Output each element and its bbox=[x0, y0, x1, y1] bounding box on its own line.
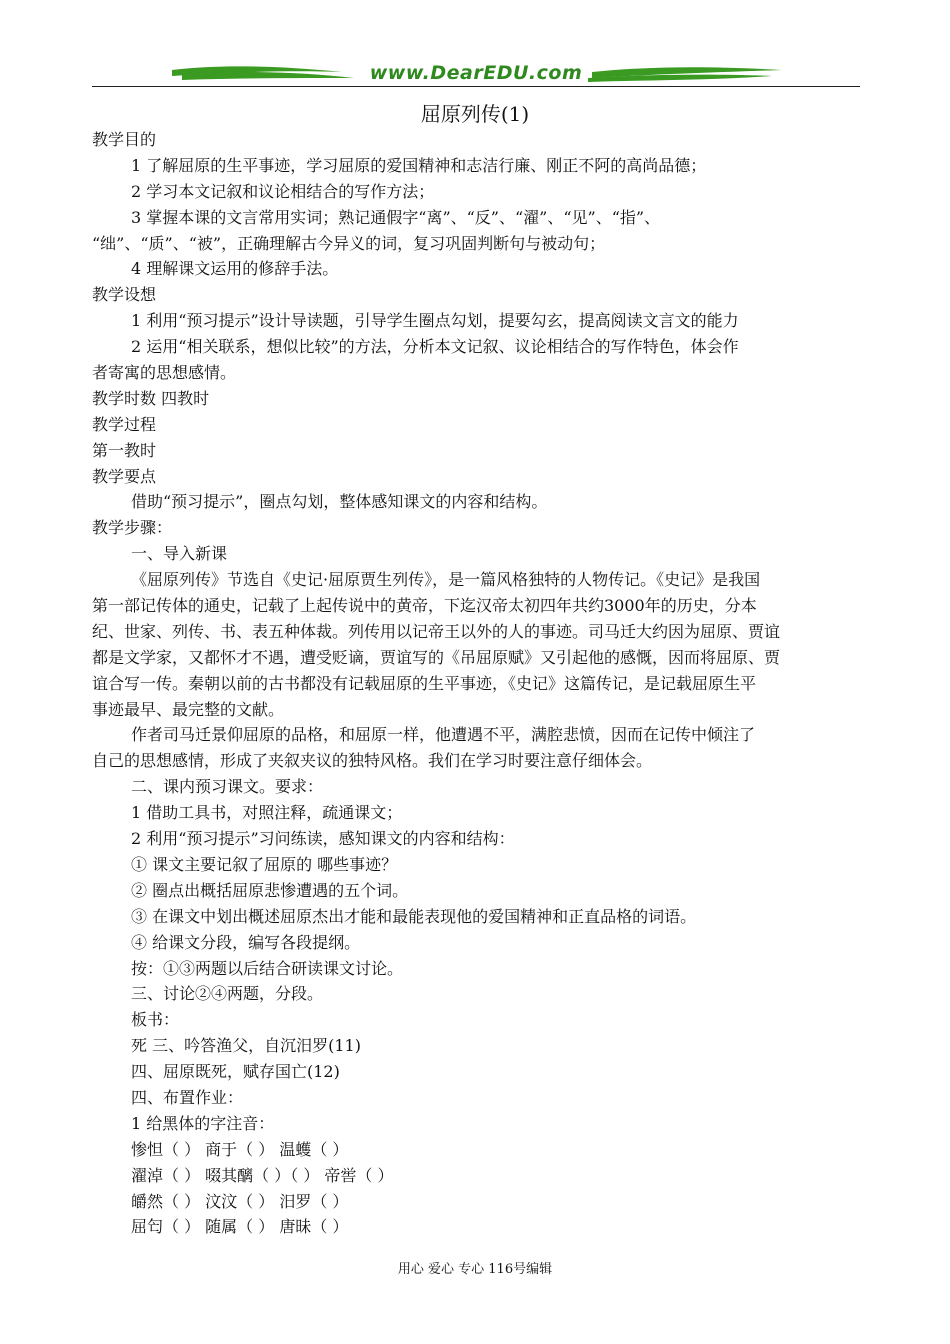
text-line: 三、讨论②④两题，分段。 bbox=[131, 984, 324, 1004]
text-line: “绌”、“质”、“被”，正确理解古今异义的词，复习巩固判断句与被动句； bbox=[92, 233, 606, 253]
text-line: ③ 在课文中划出概述屈原杰出才能和最能表现他的爱国精神和正直品格的词语。 bbox=[131, 906, 697, 926]
text-line: ① 课文主要记叙了屈原的 哪些事迹？ bbox=[131, 854, 398, 874]
document-title: 屈原列传(1) bbox=[420, 102, 530, 126]
text-line: 事迹最早、最完整的文献。 bbox=[92, 699, 285, 719]
text-line: 按：①③两题以后结合研读课文讨论。 bbox=[131, 958, 404, 978]
text-line: 1 了解屈原的生平事迹，学习屈原的爱国精神和志洁行廉、刚正不阿的高尚品德； bbox=[131, 155, 707, 175]
text-line: 四、屈原既死，赋存国亡(12) bbox=[131, 1062, 340, 1082]
text-line: 屈匄（ ） 随属（ ） 唐昧（ ） bbox=[131, 1217, 349, 1237]
text-line: 1 利用“预习提示”设计导读题，引导学生圈点勾划，提要勾玄，提高阅读文言文的能力 bbox=[131, 311, 739, 331]
text-line: 自己的思想感情，形成了夹叙夹议的独特风格。我们在学习时要注意仔细体会。 bbox=[92, 751, 653, 771]
text-line: 一、导入新课 bbox=[131, 544, 228, 564]
text-line: 《屈原列传》节选自《史记·屈原贾生列传》，是一篇风格独特的人物传记。《史记》是我国 bbox=[131, 570, 761, 590]
text-line: 教学步骤： bbox=[92, 518, 173, 538]
text-line: 四、布置作业： bbox=[131, 1087, 244, 1107]
text-line: 借助“预习提示”，圈点勾划，整体感知课文的内容和结构。 bbox=[131, 492, 548, 512]
text-line: 教学要点 bbox=[92, 466, 157, 486]
text-line: 皭然（ ） 汶汶（ ） 汨罗（ ） bbox=[131, 1191, 349, 1211]
text-line: 者寄寓的思想感情。 bbox=[92, 363, 237, 383]
text-line: 第一教时 bbox=[92, 440, 157, 460]
text-line: 2 学习本文记叙和议论相结合的写作方法； bbox=[131, 181, 435, 201]
document-body bbox=[92, 127, 860, 1240]
text-line: 1 借助工具书，对照注释，疏通课文； bbox=[131, 803, 403, 823]
text-line: 二、课内预习课文。要求： bbox=[131, 777, 324, 797]
text-line: 2 利用“预习提示”习问练读，感知课文的内容和结构： bbox=[131, 829, 515, 849]
text-line: 谊合写一传。秦朝以前的古书都没有记载屈原的生平事迹，《史记》这篇传记，是记载屈原生平 bbox=[92, 673, 757, 693]
text-line: 教学时数 四教时 bbox=[92, 388, 210, 408]
text-line: 教学过程 bbox=[92, 414, 157, 434]
text-line: ④ 给课文分段，编写各段提纲。 bbox=[131, 932, 361, 952]
text-line: 惨怛（ ） 商于（ ） 温蠖（ ） bbox=[131, 1139, 349, 1159]
text-line: 板书： bbox=[131, 1010, 180, 1030]
page-footer: 用心 爱心 专心 116号编辑 bbox=[397, 1262, 553, 1277]
text-line: 都是文学家，又都怀才不遇，遭受贬谪，贾谊写的《吊屈原赋》又引起他的感慨，因而将屈原、贾 bbox=[92, 647, 781, 667]
text-line: 纪、世家、列传、书、表五种体裁。列传用以记帝王以外的人的事迹。司马迁大约因为屈原、贾谊 bbox=[92, 621, 781, 641]
text-line: 作者司马迁景仰屈原的品格，和屈原一样，他遭遇不平，满腔悲愤，因而在记传中倾注了 bbox=[131, 725, 756, 745]
text-line: 濯淖（ ） 啜其醨（ ）（ ） 帝喾（ ） bbox=[131, 1165, 394, 1185]
text-line: 3 掌握本课的文言常用实词；熟记通假字“离”、“反”、“濯”、“见”、“指”、 bbox=[131, 207, 661, 227]
text-line: 4 理解课文运用的修辞手法。 bbox=[131, 259, 339, 279]
text-line: 2 运用“相关联系，想似比较”的方法，分析本文记叙、议论相结合的写作特色，体会作 bbox=[131, 337, 739, 357]
text-line: 第一部记传体的通史，记载了上起传说中的黄帝，下迄汉帝太初四年共约3000年的历史，分本 bbox=[92, 596, 757, 616]
text-line: ② 圈点出概括屈原悲惨遭遇的五个词。 bbox=[131, 880, 409, 900]
text-line: 教学目的 bbox=[92, 130, 157, 149]
site-logo-text: www.DearEDU.com bbox=[369, 62, 583, 84]
text-line: 教学设想 bbox=[92, 285, 157, 305]
text-line: 1 给黑体的字注音： bbox=[131, 1113, 275, 1133]
text-line: 死 三、吟答渔父，自沉汨罗(11) bbox=[131, 1036, 361, 1056]
header-divider bbox=[92, 86, 860, 87]
